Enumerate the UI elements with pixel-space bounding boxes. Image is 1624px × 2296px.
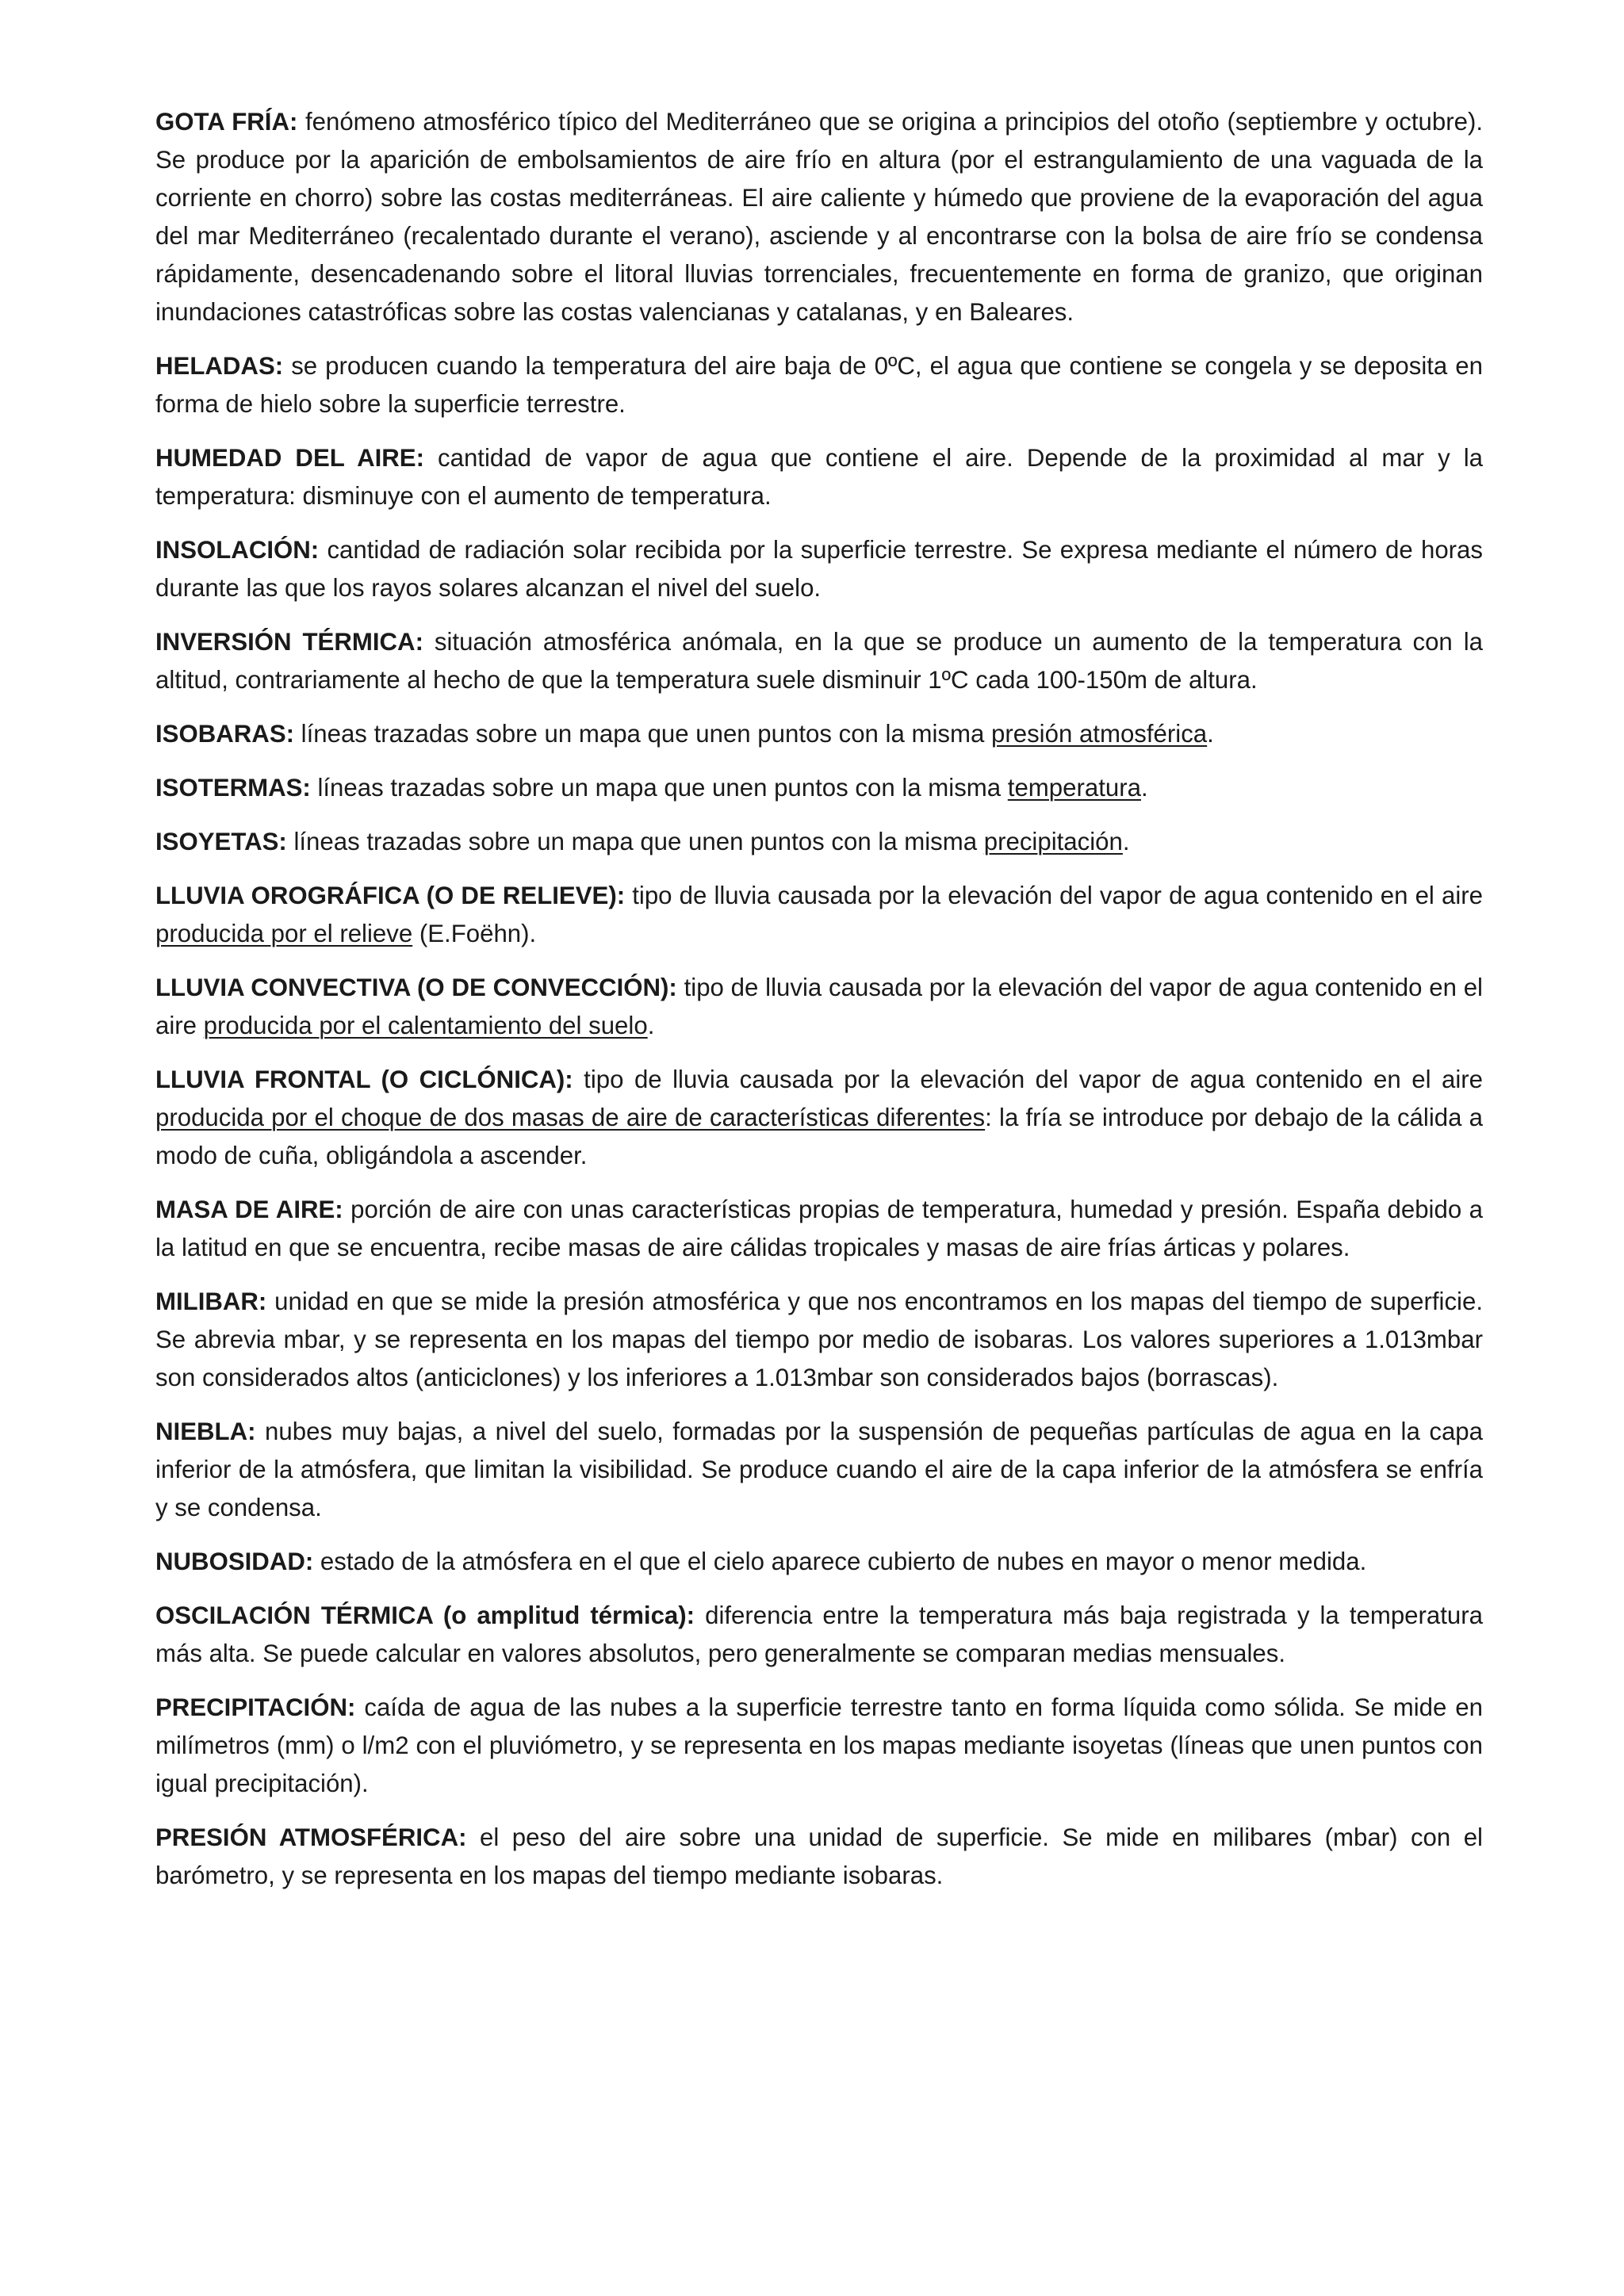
underlined-text: producida por el calentamiento del suelo [203,1012,648,1039]
glossary-entry [155,1191,1483,1267]
glossary-entry [155,769,1483,807]
glossary-term: ISOYETAS: [155,828,287,855]
glossary-term: GOTA FRÍA: [155,108,298,136]
glossary-term: MASA DE AIRE: [155,1196,343,1223]
glossary-term: LLUVIA OROGRÁFICA (O DE RELIEVE): [155,882,626,909]
glossary-entry [155,1543,1483,1581]
definition-text: nubes muy bajas, a nivel del suelo, formadas por la suspensión de pequeñas partículas de agua en la capa inferior de la atmósfera, que limitan la visibilidad. Se produce cuando el aire de la capa inferior de la atmósfera se enfría y se condensa. [155,1418,1483,1521]
definition-text: estado de la atmósfera en el que el cielo aparece cubierto de nubes en mayor o menor medida. [313,1548,1367,1575]
glossary-entry [155,877,1483,953]
glossary-term: MILIBAR: [155,1288,267,1315]
underlined-text: producida por el choque de dos masas de aire de características diferentes [155,1104,986,1131]
glossary-entry [155,1283,1483,1397]
glossary-term: NUBOSIDAD: [155,1548,314,1575]
underlined-text: temperatura [1007,774,1141,802]
definition-text: tipo de lluvia causada por la elevación del vapor de agua contenido en el aire [573,1066,1483,1093]
definition-text: situación atmosférica anómala, en la que se produce un aumento de la temperatura con la altitud, contrariamente al hecho de que la temperatura suele disminuir 1ºC cada 100-150m de altura. [155,628,1483,694]
glossary-entry [155,103,1483,331]
glossary-entry [155,1819,1483,1895]
glossary-term: NIEBLA: [155,1418,256,1445]
definition-text: (E.Foëhn). [412,920,537,947]
definition-text: se producen cuando la temperatura del aire baja de 0ºC, el agua que contiene se congela y se deposita en forma de hielo sobre la superficie terrestre. [155,352,1483,418]
underlined-text: producida por el relieve [155,920,413,947]
glossary-term: ISOTERMAS: [155,774,311,802]
underlined-text: presión atmosférica [991,720,1208,748]
glossary-term: PRESIÓN ATMOSFÉRICA: [155,1823,467,1851]
glossary-entry [155,347,1483,423]
definition-text: : la fría se introduce por debajo de la cálida a modo de cuña, obligándola a ascender. [155,1104,1483,1169]
glossary-entry [155,531,1483,607]
definition-text: diferencia entre la temperatura más baja registrada y la temperatura más alta. Se puede calcular en valores absolutos, pero generalmente se comparan medias mensuales. [155,1601,1483,1667]
glossary-entry [155,823,1483,861]
definition-text: fenómeno atmosférico típico del Mediterráneo que se origina a principios del otoño (septiembre y octubre). Se produce por la aparición de embolsamientos de aire frío en altura (por el estrangulamiento de una vaguada de la corriente en chorro) sobre las costas mediterráneas. El aire caliente y húmedo que proviene de la evaporación del agua del mar Mediterráneo (recalentado durante el verano), asciende y al encontrarse con la bolsa de aire frío se condensa rápidamente, desencadenando sobre el litoral lluvias torrenciales, frecuentemente en forma de granizo, que originan inundaciones catastróficas sobre las costas valencianas y catalanas, y en Baleares. [155,108,1483,326]
glossary-term: ISOBARAS: [155,720,295,748]
glossary-term: LLUVIA FRONTAL (O CICLÓNICA): [155,1066,573,1093]
definition-text: líneas trazadas sobre un mapa que unen puntos con la misma [286,828,984,855]
glossary-term: HUMEDAD DEL AIRE: [155,444,424,472]
glossary-entry [155,715,1483,753]
definition-text: . [1122,828,1130,855]
definition-text: . [1140,774,1148,802]
definition-text: cantidad de radiación solar recibida por la superficie terrestre. Se expresa mediante el número de horas durante las que los rayos solares alcanzan el nivel del suelo. [155,536,1483,602]
glossary-entry [155,1061,1483,1175]
definition-text: porción de aire con unas características propias de temperatura, humedad y presión. España debido a la latitud en que se encuentra, recibe masas de aire cálidas tropicales y masas de aire frías árticas y polares. [155,1196,1483,1261]
glossary-term: HELADAS: [155,352,284,380]
definition-text: el peso del aire sobre una unidad de superficie. Se mide en milibares (mbar) con el barómetro, y se representa en los mapas del tiempo mediante isobaras. [155,1823,1483,1889]
definition-text: unidad en que se mide la presión atmosférica y que nos encontramos en los mapas del tiempo de superficie. Se abrevia mbar, y se representa en los mapas del tiempo por medio de isobaras. Los valores superiores a 1.013mbar son considerados altos (anticiclones) y los inferiores a 1.013mbar son considerados bajos (borrascas). [155,1288,1483,1391]
glossary-page [155,103,1483,1911]
glossary-term: PRECIPITACIÓN: [155,1693,356,1721]
definition-text: . [1207,720,1214,748]
definition-text: tipo de lluvia causada por la elevación del vapor de agua contenido en el aire [155,974,1483,1039]
definition-text: caída de agua de las nubes a la superficie terrestre tanto en forma líquida como sólida. Se mide en milímetros (mm) o l/m2 con el pluviómetro, y se representa en los mapas mediante isoyetas (líneas que unen puntos con igual precipitación). [155,1693,1483,1797]
definition-text: líneas trazadas sobre un mapa que unen puntos con la misma [294,720,991,748]
glossary-entry [155,623,1483,699]
definition-text: cantidad de vapor de agua que contiene el aire. Depende de la proximidad al mar y la temperatura: disminuye con el aumento de temperatura. [155,444,1483,510]
glossary-entry [155,1413,1483,1527]
glossary-term: LLUVIA CONVECTIVA (O DE CONVECCIÓN): [155,974,677,1001]
definition-text: líneas trazadas sobre un mapa que unen puntos con la misma [310,774,1008,802]
glossary-term: OSCILACIÓN TÉRMICA (o amplitud térmica): [155,1601,695,1629]
glossary-entry [155,1689,1483,1803]
glossary-entry [155,439,1483,515]
glossary-term: INVERSIÓN TÉRMICA: [155,628,423,656]
underlined-text: precipitación [983,828,1123,855]
glossary-term: INSOLACIÓN: [155,536,320,564]
glossary-entry [155,969,1483,1045]
glossary-entry [155,1597,1483,1673]
definition-text: tipo de lluvia causada por la elevación del vapor de agua contenido en el aire [625,882,1483,909]
definition-text: . [647,1012,655,1039]
